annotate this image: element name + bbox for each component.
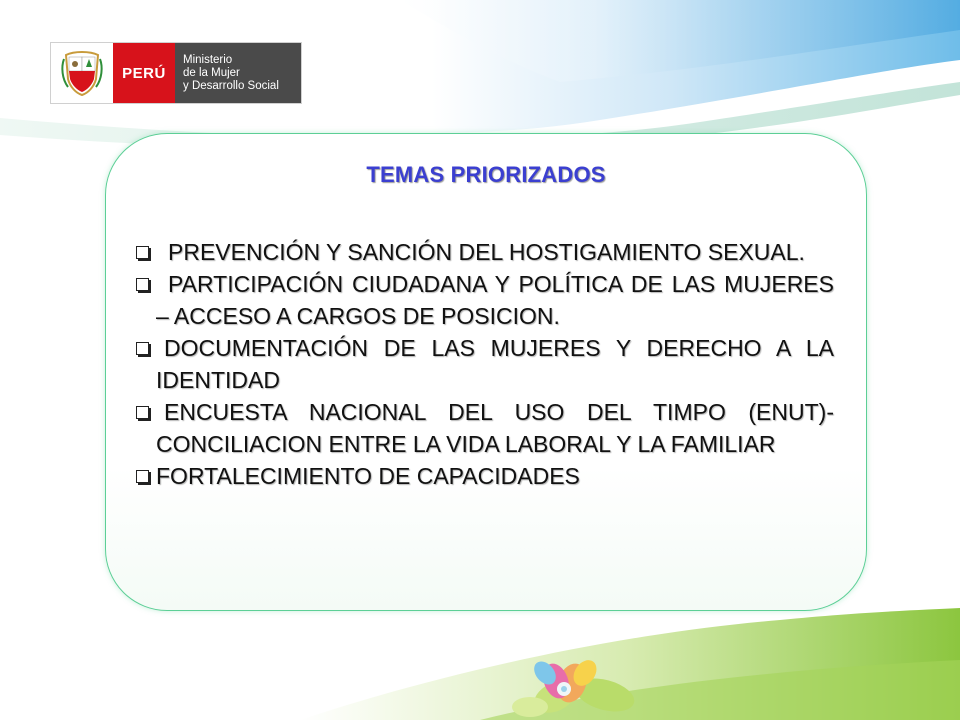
bullet-square-icon (136, 246, 149, 259)
flower-icon (500, 655, 650, 720)
list-item (136, 268, 834, 332)
topic-text: PARTICIPACIÓN CIUDADANA Y POLÍTICA DE LAS MUJERES – ACCESO A CARGOS DE POSICION. (156, 271, 834, 329)
bullet-square-icon (136, 342, 149, 355)
panel-title: TEMAS PRIORIZADOS (366, 162, 606, 187)
logo-ministry-name (175, 43, 301, 103)
logo-ministry-line: de la Mujer (183, 66, 240, 79)
logo-country: PERÚ (113, 43, 175, 103)
logo-ministry-line: Ministerio (183, 53, 233, 66)
list-item (136, 332, 834, 396)
topic-text: DOCUMENTACIÓN DE LAS MUJERES Y DERECHO A LA IDENTIDAD (156, 335, 834, 393)
list-item (136, 236, 834, 268)
bullet-square-icon (136, 406, 149, 419)
list-item (136, 396, 834, 460)
content-panel (105, 133, 867, 611)
topic-text: ENCUESTA NACIONAL DEL USO DEL TIMPO (ENUT)- CONCILIACION ENTRE LA VIDA LABORAL Y LA FAMILIAR (156, 399, 834, 457)
bullet-square-icon (136, 278, 149, 291)
topic-text: FORTALECIMIENTO DE CAPACIDADES (156, 463, 580, 489)
list-item (136, 460, 834, 492)
bullet-square-icon (136, 470, 149, 483)
topic-text: PREVENCIÓN Y SANCIÓN DEL HOSTIGAMIENTO SEXUAL. (168, 239, 805, 265)
ministry-logo (50, 42, 302, 104)
coat-of-arms-icon (51, 43, 113, 103)
topic-list (136, 236, 834, 492)
logo-ministry-line: y Desarrollo Social (183, 79, 279, 92)
